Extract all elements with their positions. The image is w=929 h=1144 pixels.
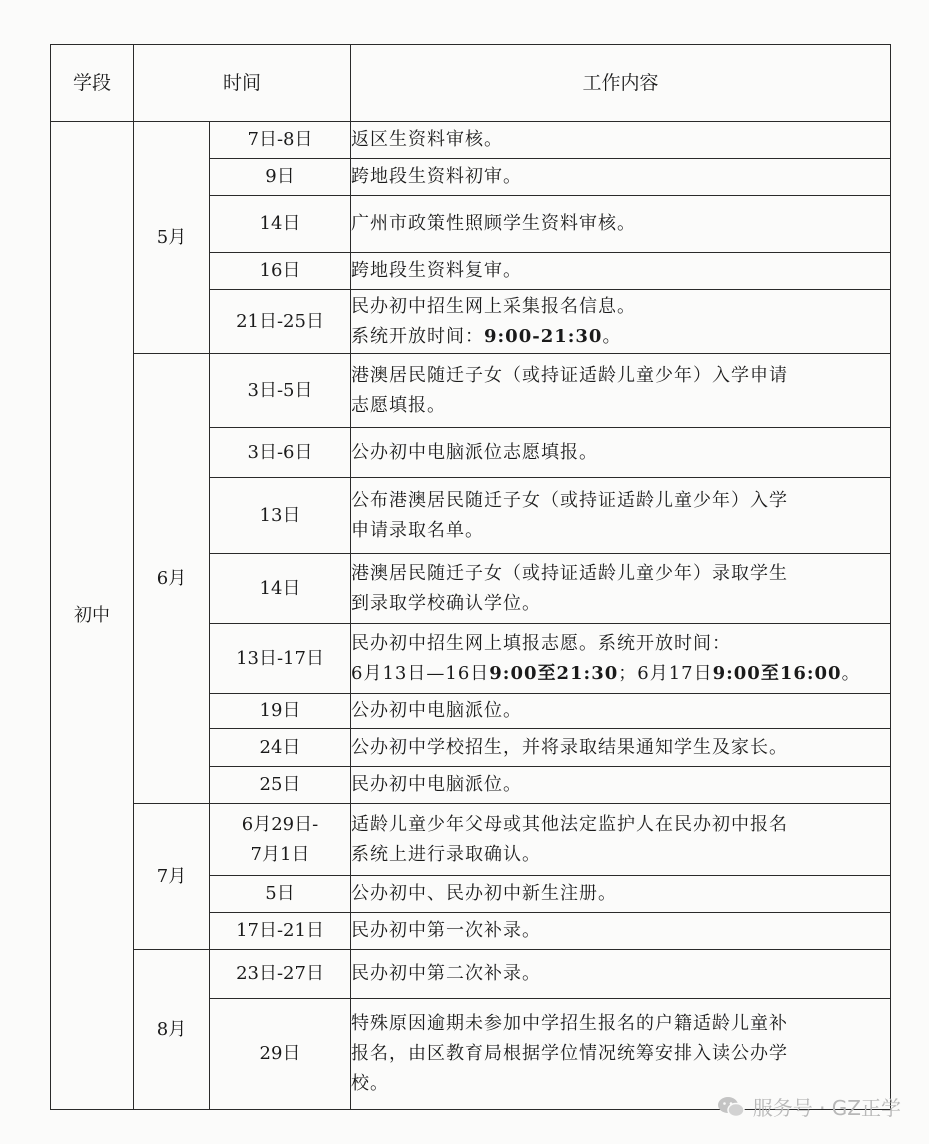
- date-line: 6月29日-: [241, 813, 319, 835]
- content-text: 系统上进行录取确认。: [351, 843, 542, 865]
- content-line: [351, 1009, 890, 1039]
- bold-time-text: 9:00至16:00: [712, 662, 842, 684]
- content-line: [351, 770, 890, 800]
- content-line: [351, 322, 890, 352]
- content-line: [351, 810, 890, 840]
- content-text: 公办初中、民办初中新生注册。: [351, 883, 618, 904]
- content-line: [351, 659, 890, 689]
- content-line: [351, 486, 890, 516]
- date-cell: 14日: [210, 554, 351, 624]
- date-cell: 9日: [210, 159, 351, 196]
- date-cell: 3日-6日: [210, 428, 351, 478]
- content-text: 。: [841, 662, 861, 684]
- header-row: [51, 45, 891, 122]
- content-cell: [351, 767, 891, 804]
- content-line: [351, 629, 890, 659]
- content-line: [351, 733, 890, 763]
- month-cell: 8月: [134, 950, 210, 1110]
- content-text: 港澳居民随迁子女（或持证适龄儿童少年）录取学生: [351, 562, 789, 584]
- content-cell: [351, 253, 891, 290]
- content-line: [351, 559, 890, 589]
- content-text: 民办初中招生网上采集报名信息。: [351, 295, 637, 317]
- date-cell: 14日: [210, 196, 351, 253]
- content-text: 报名，由区教育局根据学位情况统筹安排入读公办学: [351, 1043, 789, 1064]
- content-cell: [351, 290, 891, 354]
- content-line: [351, 916, 890, 946]
- content-text: 申请录取名单。: [351, 519, 485, 541]
- content-text: 6月13日—16日: [351, 662, 490, 684]
- content-cell: [351, 913, 891, 950]
- content-text: 志愿填报。: [351, 394, 447, 416]
- content-line: [351, 361, 890, 391]
- table-row: [51, 950, 891, 999]
- month-cell: 7月: [134, 804, 210, 950]
- content-cell: [351, 196, 891, 253]
- content-line: [351, 256, 890, 286]
- content-text: 民办初中招生网上填报志愿。系统开放时间：: [351, 632, 732, 654]
- content-line: [351, 696, 890, 726]
- content-text: 特殊原因逾期未参加中学招生报名的户籍适龄儿童补: [351, 1013, 789, 1034]
- content-line: [351, 391, 890, 421]
- date-line: 7月1日: [250, 843, 310, 865]
- content-text: 公办初中学校招生，并将录取结果通知学生及家长。: [351, 736, 789, 758]
- content-text: 系统开放时间：: [351, 325, 485, 347]
- watermark-text: 服务号 · GZ正学: [752, 1096, 901, 1120]
- date-cell: 21日-25日: [210, 290, 351, 354]
- schedule-body: [51, 122, 891, 1110]
- date-cell: [210, 804, 351, 876]
- date-cell: 23日-27日: [210, 950, 351, 999]
- content-text: 民办初中电脑派位。: [351, 774, 523, 795]
- watermark: [717, 1092, 901, 1121]
- content-text: 跨地段生资料初审。: [351, 166, 523, 187]
- content-cell: [351, 159, 891, 196]
- content-cell: [351, 729, 891, 767]
- bold-time-text: 9:00至21:30: [489, 662, 619, 684]
- content-text: 港澳居民随迁子女（或持证适龄儿童少年）入学申请: [351, 364, 789, 386]
- date-cell: 13日: [210, 478, 351, 554]
- date-cell: 3日-5日: [210, 354, 351, 428]
- content-cell: [351, 122, 891, 159]
- month-cell: 5月: [134, 122, 210, 354]
- content-text: 返区生资料审核。: [351, 129, 504, 150]
- content-text: 校。: [351, 1073, 390, 1094]
- content-text: 适龄儿童少年父母或其他法定监护人在民办初中报名: [351, 813, 789, 835]
- date-cell: 13日-17日: [210, 624, 351, 694]
- content-line: [351, 438, 890, 468]
- date-cell: 7日-8日: [210, 122, 351, 159]
- content-text: 公布港澳居民随迁子女（或持证适龄儿童少年）入学: [351, 489, 789, 511]
- header-stage: 学段: [51, 45, 134, 122]
- content-line: [351, 840, 890, 870]
- table-row: [51, 354, 891, 428]
- content-line: [351, 125, 890, 155]
- content-line: [351, 1039, 890, 1069]
- date-cell: 16日: [210, 253, 351, 290]
- content-line: [351, 162, 890, 192]
- header-time: 时间: [134, 45, 351, 122]
- content-text: ；6月17日: [618, 662, 713, 684]
- header-content: 工作内容: [351, 45, 891, 122]
- content-line: [351, 589, 890, 619]
- bold-time-text: 9:00-21:30: [484, 325, 603, 347]
- content-cell: [351, 624, 891, 694]
- date-cell: 17日-21日: [210, 913, 351, 950]
- content-text: 广州市政策性照顾学生资料审核。: [351, 213, 637, 234]
- content-cell: [351, 478, 891, 554]
- wechat-icon: [717, 1095, 745, 1119]
- content-cell: [351, 950, 891, 999]
- content-cell: [351, 428, 891, 478]
- content-text: 民办初中第二次补录。: [351, 963, 542, 984]
- content-text: 公办初中电脑派位志愿填报。: [351, 441, 599, 463]
- content-cell: [351, 554, 891, 624]
- content-line: [351, 292, 890, 322]
- date-cell: 25日: [210, 767, 351, 804]
- date-cell: 24日: [210, 729, 351, 767]
- content-line: [351, 209, 890, 239]
- content-cell: [351, 354, 891, 428]
- content-line: [351, 879, 890, 909]
- date-cell: 19日: [210, 694, 351, 729]
- stage-cell: 初中: [51, 122, 134, 1110]
- content-line: [351, 959, 890, 989]
- content-text: 到录取学校确认学位。: [351, 592, 542, 614]
- schedule-table: [50, 44, 891, 1110]
- content-cell: [351, 876, 891, 913]
- content-text: 民办初中第一次补录。: [351, 920, 542, 941]
- content-cell: [351, 694, 891, 729]
- content-line: [351, 516, 890, 546]
- date-cell: 5日: [210, 876, 351, 913]
- month-cell: 6月: [134, 354, 210, 804]
- table-row: [51, 122, 891, 159]
- content-text: 跨地段生资料复审。: [351, 260, 523, 281]
- date-cell: 29日: [210, 999, 351, 1110]
- table-row: [51, 804, 891, 876]
- content-text: 。: [602, 325, 622, 347]
- content-cell: [351, 804, 891, 876]
- content-text: 公办初中电脑派位。: [351, 700, 523, 721]
